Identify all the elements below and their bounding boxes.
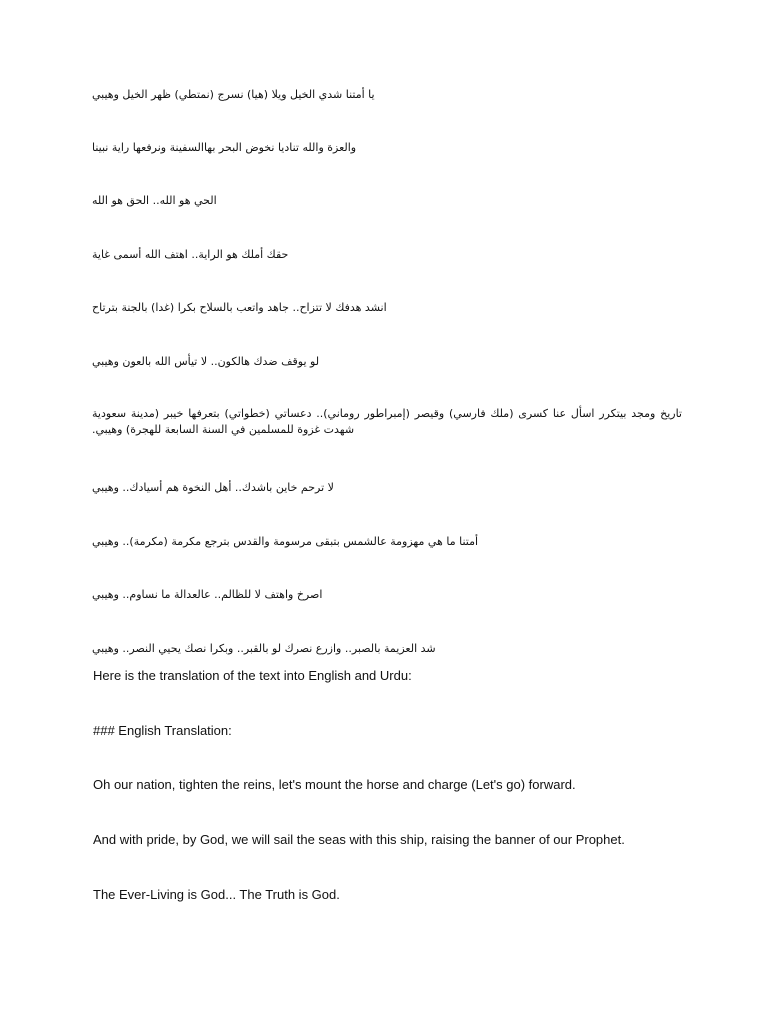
arabic-line-3: الحي هو الله.. الحق هو الله [92, 194, 217, 207]
english-heading: ### English Translation: [93, 723, 232, 738]
english-line-1: Oh our nation, tighten the reins, let's mount the horse and charge (Let's go) forward. [93, 777, 576, 792]
arabic-line-10: اصرخ واهتف لا للظالم.. عالعدالة ما نساوم.. وهيبي [92, 588, 323, 601]
arabic-line-5: انشد هدفك لا تتزاح.. جاهد واتعب بالسلاح بكرا (غدا) بالجنة بترتاح [92, 301, 387, 314]
arabic-line-2: والعزة والله تناديا نخوض البحر بهاالسفينة ونرفعها راية نبينا [92, 141, 357, 154]
translation-intro: Here is the translation of the text into English and Urdu: [93, 668, 412, 683]
arabic-line-6: لو يوقف ضدك هالكون.. لا تيأس الله بالعون وهيبي [92, 355, 320, 368]
arabic-paragraph-7: تاريخ ومجد بيتكرر اسأل عنا كسرى (ملك فارسي) وقيصر (إمبراطور روماني).. دعساتي (خطواتي) بتعرفها خيبر (مدينة سعودية شهدت غزوة للمسلمين في السنة السابعة للهجرة) وهيبي. [92, 407, 682, 436]
english-line-2: And with pride, by God, we will sail the seas with this ship, raising the banner of our Prophet. [93, 832, 625, 847]
arabic-line-1: يا أمتنا شدي الخيل ويلا (هيا) نسرج (نمتطي) ظهر الخيل وهيبي [92, 88, 375, 101]
english-line-3: The Ever-Living is God... The Truth is God. [93, 887, 340, 902]
arabic-line-11: شد العزيمة بالصبر.. وازرع نصرك لو بالقبر.. وبكرا نصك يحيي النصر.. وهيبي [92, 642, 436, 655]
arabic-line-9: أمتنا ما هي مهزومة عالشمس بتبقى مرسومة والقدس بترجع مكرمة (مكرمة).. وهيبي [92, 535, 479, 548]
arabic-line-4: حقك أملك هو الراية.. اهتف الله أسمى غاية [92, 248, 289, 261]
arabic-line-8: لا ترحم خاين باشدك.. أهل النخوة هم أسيادك.. وهيبي [92, 481, 334, 494]
